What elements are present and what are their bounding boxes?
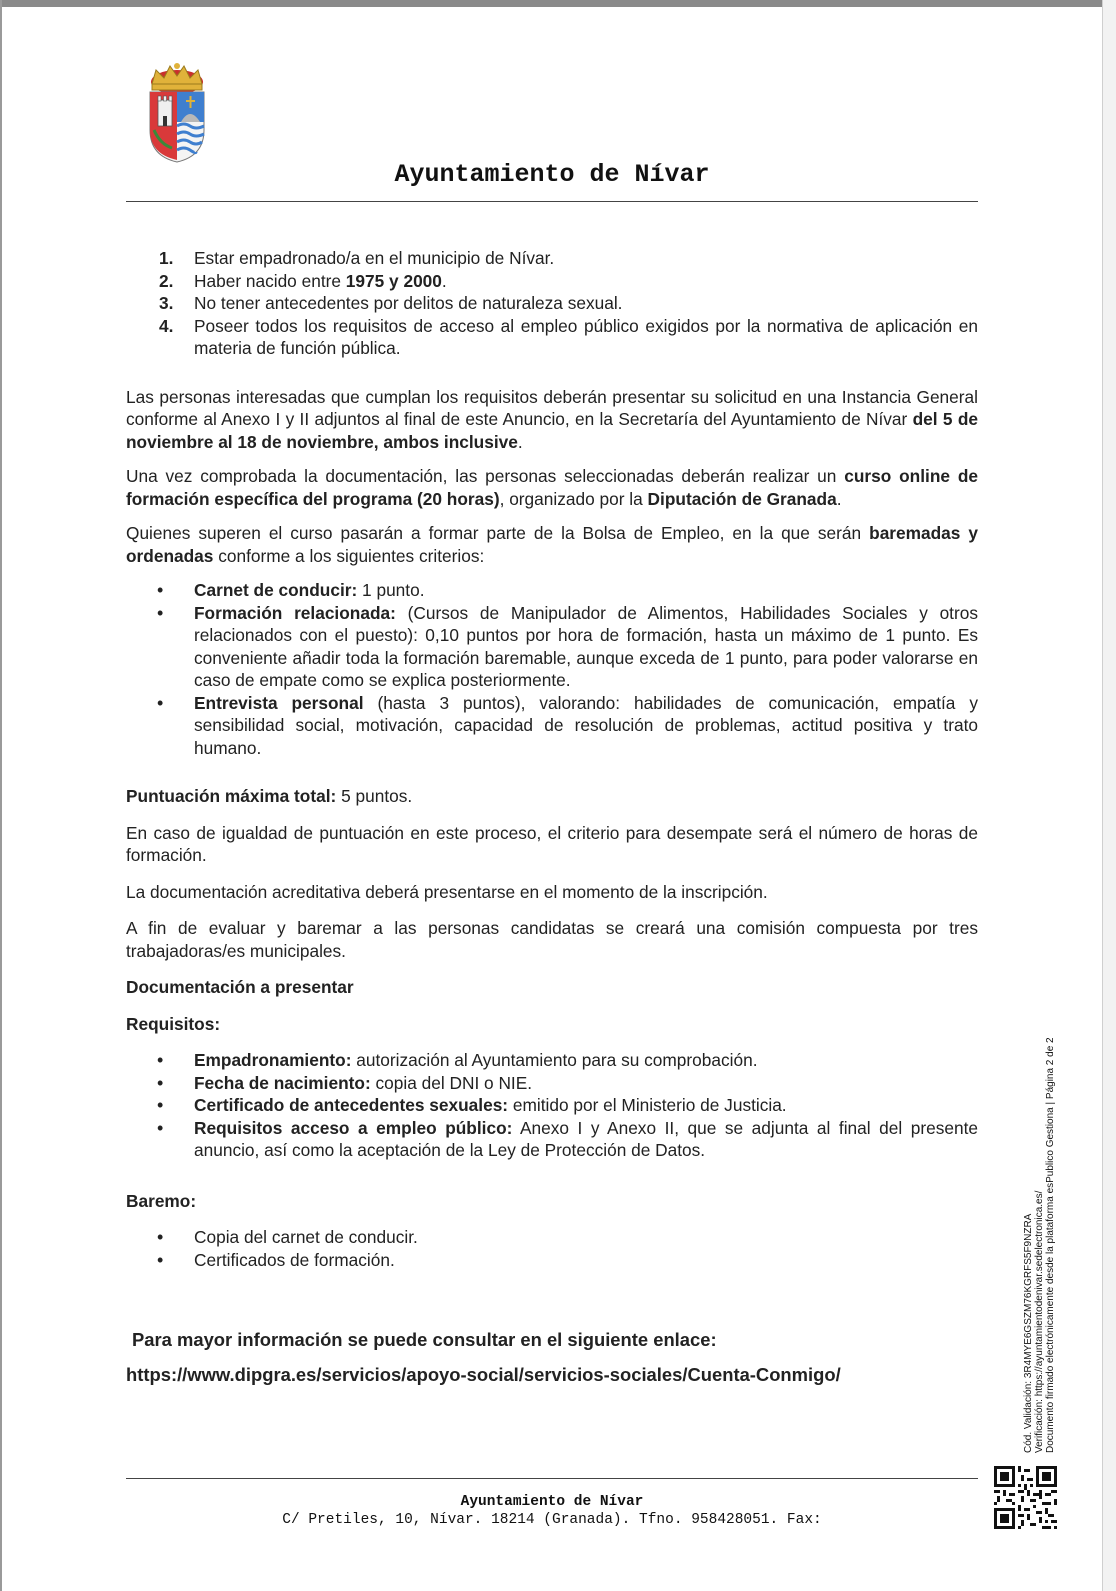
page-title: Ayuntamiento de Nívar: [394, 160, 710, 189]
page-footer: [126, 1493, 978, 1529]
list-item: • Entrevista personal (hasta 3 puntos), valorando: habilidades de comunicación, empatía y sensibilidad social, motivación, capacidad de resolución de problemas, actitud positiva y trato humano.: [157, 692, 978, 758]
requirements-list: [126, 247, 978, 360]
paragraph-solicitud: Las personas interesadas que cumplan los requisitos deberán presentar su solicitud en una Instancia General conforme al Anexo I y II adjuntos al final de este Anuncio, en la Secretaría del Ayuntamiento de Nívar del 5 de noviembre al 18 de noviembre, ambos inclusive.: [126, 386, 978, 452]
list-item: 1. Estar empadronado/a en el municipio de Nívar.: [159, 248, 555, 268]
list-item: 3. No tener antecedentes por delitos de naturaleza sexual.: [159, 293, 623, 313]
list-item: • Fecha de nacimiento: copia del DNI o NIE.: [157, 1072, 533, 1093]
viewer-left-border: [0, 0, 2, 1591]
validation-code: Cód. Validación: 3R4MYE6GSZM76KGRFS5F9NZRA: [1023, 1213, 1034, 1453]
info-link[interactable]: https://www.dipgra.es/servicios/apoyo-social/servicios-sociales/Cuenta-Conmigo/: [126, 1363, 841, 1385]
criteria-list: [126, 579, 978, 759]
paragraph-comision: A fin de evaluar y baremar a las personas candidatas se creará una comisión compuesta por tres trabajadoras/es municipales.: [126, 918, 978, 961]
list-item: • Certificados de formación.: [157, 1249, 395, 1270]
list-item: 4. Poseer todos los requisitos de acceso al empleo público exigidos por la normativa de aplicación en materia de función pública.: [159, 315, 978, 358]
validation-url: Verificación: https://ayuntamientodenivar.sedelectronica.es/: [1034, 1190, 1045, 1453]
list-item: • Formación relacionada: (Cursos de Manipulador de Alimentos, Habilidades Sociales y otros relacionados con el puesto): 0,10 puntos por hora de formación, hasta un máximo de 1 punto. Es conveniente añadir toda la formación baremable, aunque exceda de 1 punto, para poder valorarse en caso de empate como se explica posteriormente.: [157, 602, 978, 690]
baremo-list: [126, 1226, 978, 1271]
coat-of-arms-icon: [146, 60, 208, 164]
info-heading: Para mayor información se puede consultar en el siguiente enlace:: [132, 1329, 717, 1350]
doc-requirements-list: [126, 1049, 978, 1162]
list-item: • Requisitos acceso a empleo público: Anexo I y Anexo II, que se adjunta al final del presente anuncio, así como la aceptación de la Ley de Protección de Datos.: [157, 1117, 978, 1160]
list-item: • Empadronamiento: autorización al Ayuntamiento para su comprobación.: [157, 1050, 758, 1070]
paragraph-empate: En caso de igualdad de puntuación en este proceso, el criterio para desempate será el número de horas de formación.: [126, 822, 978, 865]
footer-address: C/ Pretiles, 10, Nívar. 18214 (Granada). Tfno. 958428051. Fax:: [282, 1512, 822, 1528]
list-item: 2. Haber nacido entre 1975 y 2000.: [159, 270, 447, 291]
list-item: • Certificado de antecedentes sexuales: emitido por el Ministerio de Justicia.: [157, 1095, 787, 1115]
viewer-top-border: [0, 0, 1116, 7]
paragraph-curso: Una vez comprobada la documentación, las personas seleccionadas deberán realizar un curso online de formación específica del programa (20 horas), organizado por la Diputación de Granada.: [126, 466, 978, 509]
qr-code-icon[interactable]: [994, 1466, 1057, 1529]
header-divider: [126, 201, 978, 202]
list-item: • Carnet de conducir: 1 punto.: [157, 580, 425, 600]
paragraph-bolsa: Quienes superen el curso pasarán a formar parte de la Bolsa de Empleo, en la que serán baremadas y ordenadas conforme a los siguientes criterios:: [126, 523, 979, 566]
heading-baremo: Baremo:: [126, 1190, 197, 1211]
document-body: [126, 247, 978, 1386]
viewer-scrollbar[interactable]: [1102, 0, 1116, 1591]
validation-sidebar: [1023, 993, 1071, 1453]
footer-divider: [126, 1478, 978, 1479]
paragraph-documentacion: La documentación acreditativa deberá presentarse en el momento de la inscripción.: [126, 881, 768, 902]
signature-note: Documento firmado electrónicamente desde la plataforma esPublico Gestiona | Página 2 de 2: [1045, 1037, 1056, 1453]
heading-documentacion: Documentación a presentar: [126, 977, 354, 997]
footer-org-name: Ayuntamiento de Nívar: [460, 1494, 644, 1510]
list-item: • Copia del carnet de conducir.: [157, 1227, 418, 1247]
paragraph-puntuacion: Puntuación máxima total: 5 puntos.: [126, 786, 413, 806]
heading-requisitos: Requisitos:: [126, 1013, 221, 1034]
